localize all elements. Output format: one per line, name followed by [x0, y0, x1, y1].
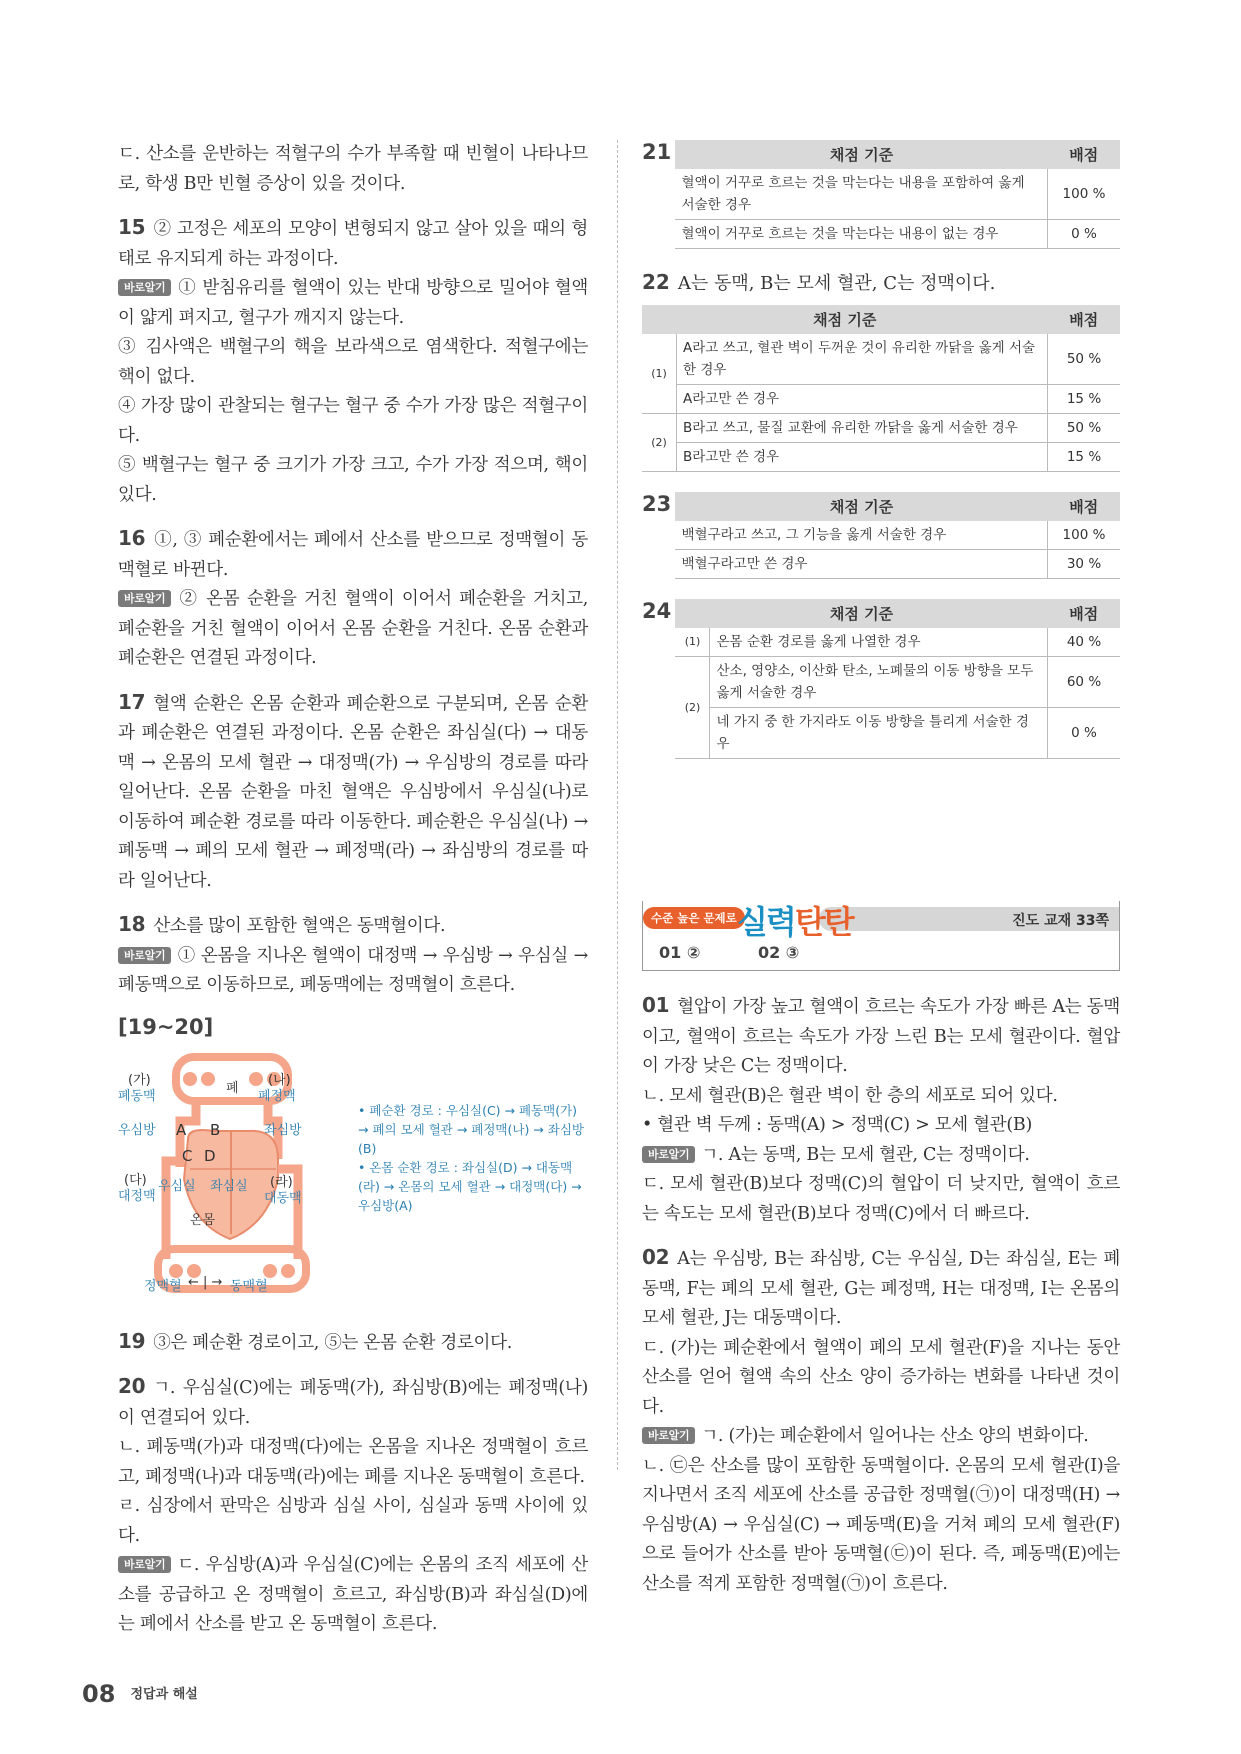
question-number: 18 [118, 912, 146, 936]
answer-text: A는 동맥, B는 모세 혈관, C는 정맥이다. [677, 273, 996, 294]
label-arterial-blood: 동맥혈 [230, 1278, 268, 1294]
criteria-cell: B라고만 쓴 경우 [677, 443, 1048, 472]
label-aorta: 대동맥 [264, 1190, 302, 1206]
criteria-cell: 온몸 순환 경로를 옳게 나열한 경우 [710, 628, 1048, 657]
question-number: 23 [642, 492, 672, 516]
label-venous-blood: 정맥혈 [144, 1278, 182, 1294]
explain-b: ㄴ. 폐동맥(가)과 대정맥(다)에는 온몸을 지나온 정맥혈이 흐르고, 폐정맥(나)과 대동맥(라)에는 폐를 지나온 동맥혈이 흐른다. [118, 1437, 588, 1487]
label-right-atrium: 우심방 [118, 1122, 156, 1138]
explain-3: ③ 김사액은 백혈구의 핵을 보라색으로 염색한다. 적혈구에는 핵이 없다. [118, 337, 588, 387]
explain-a: ㄱ. (가)는 폐순환에서 일어나는 산소 양의 변화이다. [701, 1426, 1089, 1446]
label-left-atrium: 좌심방 [264, 1122, 302, 1138]
answer-24 [642, 599, 1120, 759]
answer-text: ③은 폐순환 경로이고, ⑤는 온몸 순환 경로이다. [153, 1332, 513, 1353]
scoring-table-21 [675, 140, 1120, 249]
criteria-cell: 백혈구라고 쓰고, 그 기능을 옳게 서술한 경우 [675, 521, 1047, 550]
label-vena-cava: 대정맥 [118, 1188, 156, 1204]
question-number: 02 [642, 1245, 670, 1269]
answer-02 [642, 1243, 1120, 1599]
quick-answers [643, 937, 1119, 970]
left-column [118, 140, 588, 1654]
sub-label: (1) [675, 628, 710, 657]
label-pulmonary-artery: 폐동맥 [118, 1088, 156, 1104]
label-lung: 폐 [226, 1080, 239, 1096]
score-cell: 0 % [1048, 708, 1121, 759]
th-criteria: 채점 기준 [642, 305, 1048, 334]
answer-text: ② 고정은 세포의 모양이 변형되지 않고 살아 있을 때의 형태로 유지되게 하는 과정이다. [118, 219, 588, 269]
explain-c: ㄷ. (가)는 폐순환에서 혈액이 폐의 모세 혈관(F)을 지나는 동안 산소를 얻어 혈액 속의 산소 양이 증가하는 변화를 나타낸 것이다. [642, 1337, 1120, 1417]
legend-systemic: • 온몸 순환 경로 : 좌심실(D) → 대동맥(라) → 온몸의 모세 혈관 → 대정맥(다) → 우심방(A) [358, 1159, 582, 1213]
explain-a: ㄱ. A는 동맥, B는 모세 혈관, C는 정맥이다. [701, 1144, 1030, 1165]
skill-title [737, 897, 853, 943]
score-cell: 50 % [1048, 334, 1121, 385]
answer-18 [118, 910, 588, 1001]
score-cell: 60 % [1048, 657, 1121, 708]
score-cell: 100 % [1048, 521, 1121, 550]
label-na: (나) [268, 1072, 291, 1088]
criteria-cell: 혈액이 거꾸로 흐르는 것을 막는다는 내용을 포함하여 옳게 서술한 경우 [675, 169, 1047, 220]
explain-1: ① 온몸을 지나온 혈액이 대정맥 → 우심방 → 우심실 → 폐동맥으로 이동하므로, 폐동맥에는 정맥혈이 흐른다. [118, 945, 588, 995]
th-score: 배점 [1048, 140, 1121, 169]
label-C: C [182, 1146, 193, 1165]
skill-box-header [643, 901, 1119, 941]
label-A: A [176, 1120, 187, 1139]
wrong-tag: 바로알기 [118, 1556, 171, 1573]
score-cell: 30 % [1048, 550, 1121, 579]
page-number: 08 [82, 1680, 116, 1708]
question-number: 24 [642, 599, 672, 623]
label-pulmonary-vein: 폐정맥 [258, 1088, 296, 1104]
label-right-ventricle: 우심실 [158, 1178, 196, 1194]
question-number: 17 [118, 689, 146, 714]
legend-pulmonary: • 폐순환 경로 : 우심실(C) → 폐동맥(가) → 폐의 모세 혈관 → 폐정맥(나) → 좌심방(B) [358, 1102, 584, 1156]
answer-16 [118, 524, 588, 674]
answer-14-continued: ㄷ. 산소를 운반하는 적혈구의 수가 부족할 때 빈혈이 나타나므로, 학생 B만 빈혈 증상이 있을 것이다. [118, 144, 588, 194]
criteria-cell: B라고 쓰고, 물질 교환에 유리한 까닭을 옳게 서술한 경우 [677, 414, 1048, 443]
wrong-tag: 바로알기 [118, 947, 171, 964]
quick-answer-01: 01 ② [659, 943, 701, 962]
circulation-diagram [118, 1049, 588, 1309]
score-cell: 15 % [1048, 443, 1121, 472]
score-cell: 40 % [1048, 628, 1121, 657]
label-B: B [210, 1120, 221, 1139]
scoring-table-23 [675, 492, 1120, 579]
answer-text: 산소를 많이 포함한 혈액은 동맥혈이다. [153, 916, 446, 936]
answer-text: ㄱ. 우심실(C)에는 폐동맥(가), 좌심방(B)에는 폐정맥(나)이 연결되어 있다. [118, 1378, 588, 1428]
th-score: 배점 [1048, 599, 1121, 628]
skill-box [642, 901, 1120, 971]
th-score: 배점 [1048, 305, 1121, 334]
question-number: 16 [118, 526, 146, 550]
explain-c: ㄷ. 모세 혈관(B)보다 정맥(C)의 혈압이 더 낮지만, 혈액이 흐르는 속도는 모세 혈관(B)보다 정맥(C)에서 더 빠르다. [642, 1174, 1120, 1224]
label-left-ventricle: 좌심실 [210, 1178, 248, 1194]
explain-d: ㄹ. 심장에서 판막은 심방과 심실 사이, 심실과 동맥 사이에 있다. [118, 1496, 588, 1546]
score-cell: 0 % [1048, 220, 1121, 249]
explain-c: ㄷ. 우심방(A)과 우심실(C)에는 온몸의 조직 세포에 산소를 공급하고 온 정맥혈이 흐르고, 좌심방(B)과 좌심실(D)에는 폐에서 산소를 받고 온 동맥혈이 흐른다. [118, 1555, 588, 1634]
th-criteria: 채점 기준 [675, 140, 1047, 169]
label-ra: (라) [270, 1174, 293, 1190]
level-badge: 수준 높은 문제로 [643, 907, 745, 929]
answer-text: 혈압이 가장 높고 혈액이 흐르는 속도가 가장 빠른 A는 동맥이고, 혈액이 흐르는 속도가 가장 느린 B는 모세 혈관이다. 혈압이 가장 낮은 C는 정맥이다. [642, 997, 1120, 1076]
circulation-legend [358, 1101, 590, 1215]
label-D: D [204, 1146, 216, 1165]
criteria-cell: 산소, 영양소, 이산화 탄소, 노폐물의 이동 방향을 모두 옳게 서술한 경우 [710, 657, 1048, 708]
explain-b: ㄴ. ㉢은 산소를 많이 포함한 동맥혈이다. 온몸의 모세 혈관(I)을 지나면서 조직 세포에 산소를 공급한 정맥혈(㉠)이 대정맥(H) → 우심방(A) → 우심실(C) → 폐동맥(E)을 거쳐 폐의 모세 혈관(F)으로 들어가 산소를 받아 동맥혈(㉢)이 된다. 즉, 폐동맥(E)에는 산소를 적게 포함한 정맥혈(㉠)이 흐른다. [642, 1455, 1120, 1594]
label-ga: (가) [128, 1072, 151, 1088]
quick-answer-02: 02 ③ [757, 943, 800, 962]
explain-5: ⑤ 백혈구는 혈구 중 크기가 가장 크고, 수가 가장 적으며, 핵이 있다. [118, 455, 588, 505]
sub-label: (2) [642, 414, 677, 472]
answer-23 [642, 492, 1120, 579]
answer-19 [118, 1327, 588, 1359]
answer-22 [642, 269, 1120, 472]
answer-text: 혈액 순환은 온몸 순환과 폐순환으로 구분되며, 온몸 순환과 폐순환은 연결된 과정이다. 온몸 순환은 좌심실(다) → 대동맥 → 온몸의 모세 혈관 → 대정맥(가) → 우심방의 경로를 따라 일어난다. 온몸 순환을 마친 혈액은 우심방에서 우심실(나)로 이동하여 폐순환 경로를 따라 이동한다. 폐순환은 우심실(나) → 폐동맥 → 폐의 모세 혈관 → 폐정맥(라) → 좌심방의 경로를 따라 일어난다. [118, 693, 588, 891]
question-number: 20 [118, 1374, 146, 1398]
explain-b: ㄴ. 모세 혈관(B)은 혈관 벽이 한 층의 세포로 되어 있다. [642, 1085, 1058, 1106]
right-column [642, 140, 1120, 1613]
explain-1: ① 받침유리를 혈액이 있는 반대 방향으로 밀어야 혈액이 얇게 펴지고, 혈구가 깨지지 않는다. [118, 278, 588, 328]
skill-title-1: 실력 [737, 903, 795, 941]
score-cell: 15 % [1048, 385, 1121, 414]
scoring-table-22 [642, 305, 1120, 472]
wrong-tag: 바로알기 [642, 1427, 695, 1444]
scoring-table-24 [675, 599, 1120, 759]
footer-title: 정답과 해설 [130, 1687, 198, 1702]
criteria-cell: 혈액이 거꾸로 흐르는 것을 막는다는 내용이 없는 경우 [675, 220, 1047, 249]
answer-15 [118, 213, 588, 510]
th-criteria: 채점 기준 [675, 492, 1047, 521]
section-heading: [19~20] [118, 1014, 214, 1039]
page-footer [82, 1680, 198, 1708]
question-number: 01 [642, 993, 670, 1017]
sub-label: (1) [642, 334, 677, 414]
answer-17 [118, 688, 588, 897]
label-da: (다) [124, 1172, 147, 1188]
score-cell: 100 % [1048, 169, 1121, 220]
explain-bullet: • 혈관 벽 두께 : 동맥(A) > 정맥(C) > 모세 혈관(B) [642, 1115, 1032, 1135]
criteria-cell: 백혈구라고만 쓴 경우 [675, 550, 1047, 579]
question-number: 21 [642, 140, 672, 164]
criteria-cell: 네 가지 중 한 가지라도 이동 방향을 틀리게 서술한 경우 [710, 708, 1048, 759]
textbook-ref: 진도 교재 33쪽 [1012, 913, 1109, 929]
column-divider [617, 140, 618, 1470]
answer-text: A는 우심방, B는 좌심방, C는 우심실, D는 좌심실, E는 폐동맥, F는 폐의 모세 혈관, G는 폐정맥, H는 대정맥, I는 온몸의 모세 혈관, J는 대동맥이다. [642, 1249, 1120, 1328]
wrong-tag: 바로알기 [642, 1146, 695, 1163]
answer-20 [118, 1372, 588, 1640]
sub-label: (2) [675, 657, 710, 759]
spacer-path [176, 1199, 186, 1239]
question-number: 15 [118, 215, 146, 239]
answer-text: ①, ③ 폐순환에서는 폐에서 산소를 받으므로 정맥혈이 동맥혈로 바뀐다. [118, 530, 588, 580]
criteria-cell: A라고 쓰고, 혈관 벽이 두꺼운 것이 유리한 까닭을 옳게 서술한 경우 [677, 334, 1048, 385]
arrow-glyph: ← | → [188, 1274, 223, 1290]
answer-01 [642, 991, 1120, 1229]
explain-4: ④ 가장 많이 관찰되는 혈구는 혈구 중 수가 가장 많은 적혈구이다. [118, 396, 588, 446]
question-number: 19 [118, 1328, 146, 1353]
label-body: 온몸 [190, 1212, 216, 1228]
score-cell: 50 % [1048, 414, 1121, 443]
question-number: 22 [642, 270, 670, 294]
th-score: 배점 [1048, 492, 1121, 521]
wrong-tag: 바로알기 [118, 279, 171, 296]
explain-2: ② 온몸 순환을 거친 혈액이 이어서 폐순환을 거치고, 폐순환을 거친 혈액이 이어서 온몸 순환을 거친다. 온몸 순환과 폐순환은 연결된 과정이다. [118, 589, 588, 668]
wrong-tag: 바로알기 [118, 590, 171, 607]
th-criteria: 채점 기준 [675, 599, 1047, 628]
skill-title-2: 탄탄 [794, 903, 853, 941]
criteria-cell: A라고만 쓴 경우 [677, 385, 1048, 414]
answer-21 [642, 140, 1120, 249]
